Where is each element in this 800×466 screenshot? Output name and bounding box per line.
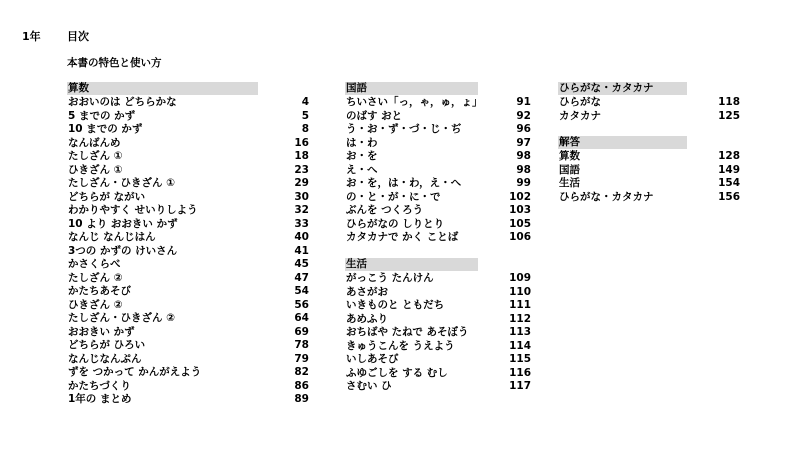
toc-entry — [558, 150, 740, 164]
toc-entry — [558, 96, 740, 110]
toc-entry-page: 16 — [294, 136, 309, 149]
toc-entry — [345, 286, 531, 300]
toc-entry-page: 89 — [294, 393, 309, 405]
toc-entry-title: おおきい かず — [68, 325, 135, 338]
section-seikatsu — [345, 258, 531, 394]
toc-entry-title: さむい ひ — [346, 380, 392, 392]
toc-entry-page: 118 — [718, 96, 740, 108]
toc-entry-title: 国語 — [559, 163, 580, 176]
toc-entry-page: 41 — [294, 244, 309, 257]
toc-entry — [67, 218, 309, 232]
toc-entry-title: 5 までの かず — [68, 109, 136, 122]
toc-entry — [67, 272, 309, 286]
toc-entry-page: 18 — [294, 150, 309, 162]
toc-entry — [345, 353, 531, 367]
toc-entry-title: 生活 — [559, 177, 580, 189]
toc-entry — [67, 366, 309, 380]
toc-entry-page: 92 — [516, 109, 531, 122]
toc-entry-page: 4 — [301, 96, 309, 108]
toc-entry — [67, 150, 309, 164]
toc-entry-title: かさくらべ — [68, 258, 121, 270]
toc-entry — [345, 123, 531, 137]
toc-entry — [345, 164, 531, 178]
toc-entry — [67, 245, 309, 259]
toc-entry — [67, 326, 309, 340]
toc-entry-page: 114 — [509, 339, 531, 352]
toc-list-kokugo — [345, 96, 531, 245]
toc-entry-page: 45 — [294, 258, 309, 270]
toc-entry-page: 97 — [516, 136, 531, 149]
toc-entry-page: 125 — [718, 109, 740, 122]
toc-entry — [345, 313, 531, 327]
toc-entry — [67, 312, 309, 326]
toc-entry — [67, 231, 309, 245]
toc-entry-title: がっこう たんけん — [346, 272, 434, 284]
toc-entry-title: 3つの かずの けいさん — [68, 244, 178, 257]
toc-entry-title: たしざん・ひきざん ② — [68, 312, 176, 324]
toc-entry-page: 32 — [294, 204, 309, 216]
toc-entry — [345, 137, 531, 151]
toc-entry — [345, 340, 531, 354]
toc-entry-page: 82 — [294, 366, 309, 378]
toc-entry-title: あさがお — [346, 285, 388, 298]
section-kokugo — [345, 82, 531, 245]
toc-entry — [345, 326, 531, 340]
toc-entry-page: 8 — [301, 123, 309, 135]
toc-entry — [67, 110, 309, 124]
toc-entry-title: なんじ なんじはん — [68, 231, 156, 243]
toc-entry-title: 10 までの かず — [68, 123, 143, 135]
toc-entry-title: あめふり — [346, 312, 388, 325]
toc-entry-title: ひらがな・カタカナ — [559, 190, 654, 203]
toc-entry-title: ひらがなの しりとり — [346, 217, 445, 230]
toc-entry-page: 99 — [516, 177, 531, 189]
toc-entry-page: 69 — [294, 325, 309, 338]
toc-entry-title: どちらが ながい — [68, 190, 146, 203]
toc-entry-title: なんばんめ — [68, 136, 121, 149]
toc-entry-page: 23 — [294, 163, 309, 176]
section-heading-seikatsu: 生活 — [345, 258, 478, 271]
toc-entry-page: 113 — [509, 326, 531, 338]
toc-entry-title: は・わ — [346, 136, 378, 149]
toc-entry-title: の・と・が・に・で — [346, 190, 441, 203]
toc-entry-page: 91 — [516, 96, 531, 108]
toc-entry-title: かたちづくり — [68, 379, 131, 392]
toc-entry-page: 64 — [294, 312, 309, 324]
toc-entry-title: ふゆごしを する むし — [346, 366, 448, 379]
toc-entry-page: 86 — [294, 379, 309, 392]
toc-entry-page: 98 — [516, 150, 531, 162]
toc-entry-page: 110 — [509, 285, 531, 298]
toc-entry-page: 79 — [294, 352, 309, 365]
toc-entry-page: 98 — [516, 163, 531, 176]
toc-entry — [67, 204, 309, 218]
section-heading-sansu: 算数 — [67, 82, 258, 95]
toc-entry-page: 56 — [294, 298, 309, 311]
toc-entry-page: 156 — [718, 190, 740, 203]
toc-list-seikatsu — [345, 272, 531, 394]
toc-entry-title: たしざん ① — [68, 150, 123, 162]
toc-entry-title: ひらがな — [559, 96, 601, 108]
toc-entry-title: たしざん ② — [68, 271, 123, 284]
toc-entry-title: のばす おと — [346, 109, 403, 122]
toc-entry — [345, 231, 531, 245]
section-hiragana-katakana — [558, 82, 740, 123]
toc-entry-page: 116 — [509, 366, 531, 379]
toc-entry — [345, 218, 531, 232]
toc-entry — [67, 393, 309, 407]
toc-list-sansu — [67, 96, 309, 407]
intro-heading: 本書の特色と使い方 — [67, 57, 162, 69]
toc-entry-page: 103 — [509, 204, 531, 216]
toc-entry-page: 96 — [516, 123, 531, 135]
toc-entry — [345, 272, 531, 286]
toc-entry-title: きゅうこんを うえよう — [346, 339, 455, 352]
toc-entry — [345, 96, 531, 110]
toc-entry-page: 54 — [294, 285, 309, 297]
toc-entry-title: カタカナで かく ことば — [346, 231, 459, 243]
toc-entry — [67, 164, 309, 178]
toc-entry-title: カタカナ — [559, 109, 601, 122]
toc-entry-title: う・お・ず・づ・じ・ぢ — [346, 123, 462, 135]
toc-entry-page: 40 — [294, 231, 309, 243]
toc-entry-title: 10 より おおきい かず — [68, 217, 178, 230]
toc-entry-page: 109 — [509, 272, 531, 284]
toc-entry — [67, 258, 309, 272]
toc-entry-title: 1年の まとめ — [68, 393, 132, 405]
toc-entry-page: 5 — [301, 109, 309, 122]
toc-entry-page: 112 — [509, 312, 531, 325]
toc-entry — [345, 177, 531, 191]
toc-entry-page: 33 — [294, 217, 309, 230]
toc-entry-page: 149 — [718, 163, 740, 176]
toc-entry-title: え・へ — [346, 163, 378, 176]
toc-entry-page: 128 — [718, 150, 740, 162]
toc-entry-title: お・を — [346, 150, 378, 162]
toc-entry — [67, 191, 309, 205]
toc-entry — [345, 204, 531, 218]
grade-label: 1年 — [22, 30, 41, 43]
section-kaito — [558, 136, 740, 204]
toc-entry-page: 117 — [509, 380, 531, 392]
toc-entry — [345, 367, 531, 381]
toc-entry-page: 154 — [718, 177, 740, 189]
toc-entry-title: おちばや たねで あそぼう — [346, 326, 469, 338]
toc-entry-page: 47 — [294, 271, 309, 284]
toc-entry — [558, 164, 740, 178]
toc-entry — [558, 177, 740, 191]
toc-entry-page: 111 — [509, 299, 531, 311]
toc-entry-title: ひきざん ② — [68, 298, 123, 311]
toc-entry-page: 102 — [509, 190, 531, 203]
toc-entry — [67, 380, 309, 394]
toc-entry — [67, 353, 309, 367]
toc-entry-title: ちいさい「っ，ゃ，ゅ，ょ」 — [346, 96, 483, 108]
toc-entry — [558, 110, 740, 124]
toc-entry-title: わかりやすく せいりしよう — [68, 204, 198, 216]
toc-entry-title: いしあそび — [346, 353, 399, 365]
toc-entry — [558, 191, 740, 205]
toc-entry — [345, 299, 531, 313]
section-heading-kokugo: 国語 — [345, 82, 478, 95]
toc-entry-title: かたちあそび — [68, 285, 131, 297]
toc-entry-title: なんじなんぷん — [68, 352, 142, 365]
toc-entry — [67, 96, 309, 110]
toc-entry-title: おおいのは どちらかな — [68, 96, 177, 108]
page-title: 目次 — [67, 30, 89, 43]
toc-entry-title: ぶんを つくろう — [346, 204, 424, 216]
toc-entry — [345, 150, 531, 164]
toc-entry — [67, 137, 309, 151]
section-sansu — [67, 82, 309, 407]
toc-entry-title: どちらが ひろい — [68, 339, 146, 351]
toc-entry — [67, 123, 309, 137]
toc-entry — [345, 110, 531, 124]
toc-entry — [67, 339, 309, 353]
toc-list-kaito — [558, 150, 740, 204]
toc-list-hiragana-katakana — [558, 96, 740, 123]
toc-entry-page: 29 — [294, 177, 309, 189]
toc-entry-title: ずを つかって かんがえよう — [68, 366, 202, 378]
toc-entry-title: たしざん・ひきざん ① — [68, 177, 176, 189]
section-heading-hiragana-katakana: ひらがな・カタカナ — [558, 82, 687, 95]
section-heading-kaito: 解答 — [558, 136, 687, 149]
toc-entry-title: ひきざん ① — [68, 163, 123, 176]
toc-entry-page: 105 — [509, 217, 531, 230]
toc-entry-page: 30 — [294, 190, 309, 203]
toc-entry-title: お・を，は・わ，え・へ — [346, 177, 462, 189]
toc-entry-page: 78 — [294, 339, 309, 351]
toc-entry — [67, 177, 309, 191]
toc-entry-title: いきものと ともだち — [346, 299, 445, 311]
toc-entry — [67, 285, 309, 299]
toc-entry-page: 115 — [509, 353, 531, 365]
toc-entry-title: 算数 — [559, 150, 580, 162]
toc-entry — [345, 191, 531, 205]
toc-entry-page: 106 — [509, 231, 531, 243]
toc-entry — [345, 380, 531, 394]
toc-entry — [67, 299, 309, 313]
